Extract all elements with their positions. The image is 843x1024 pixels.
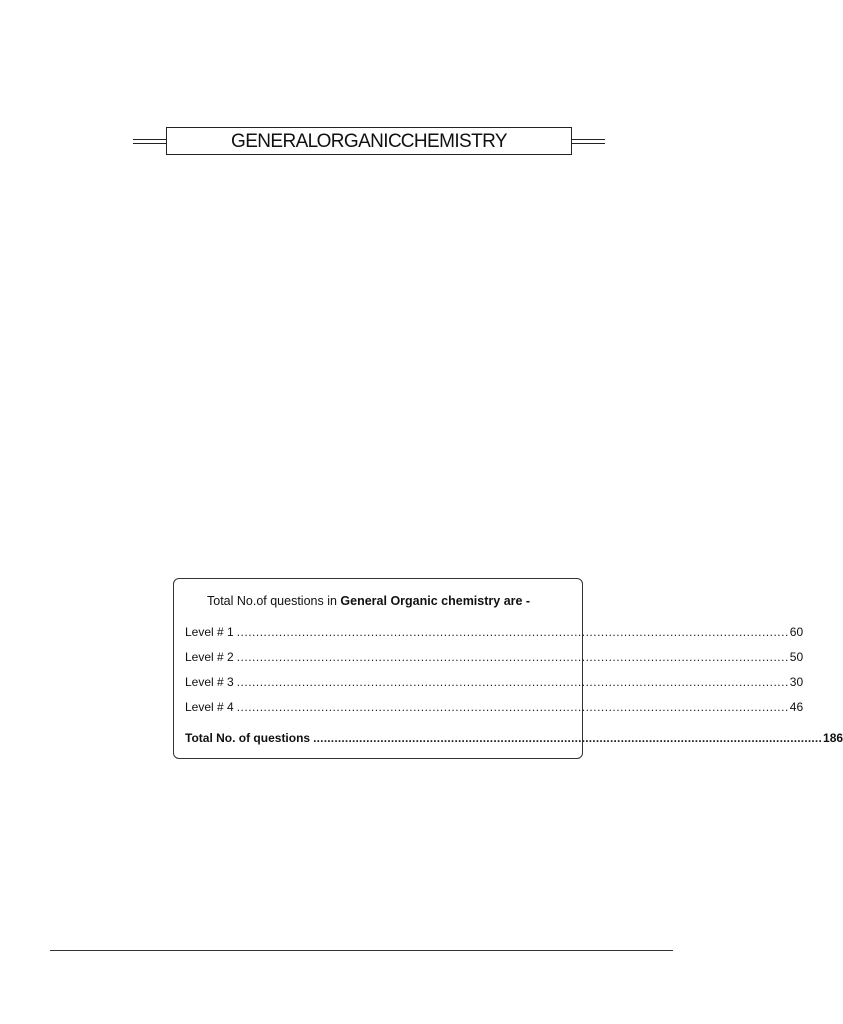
level-label: Level # 4 [185, 700, 234, 714]
level-row-2 [185, 650, 804, 666]
total-count: 186 [823, 731, 843, 745]
level-count: 46 [789, 700, 804, 714]
total-row [185, 731, 843, 747]
dot-leader: ................................................................................................................................................ [236, 700, 789, 714]
title-right-double-rule [571, 139, 605, 144]
title-left-double-rule [133, 139, 167, 144]
question-count-intro [207, 594, 530, 608]
level-label: Level # 2 [185, 650, 234, 664]
question-count-box [173, 578, 843, 759]
chapter-title-banner [133, 127, 605, 157]
chapter-title: GENERAL ORGANIC CHEMISTRY [166, 127, 572, 155]
intro-subject: General Organic chemistry [340, 594, 501, 608]
level-count: 50 [789, 650, 804, 664]
level-label: Level # 1 [185, 625, 234, 639]
dot-leader: ................................................................................................................................................ [236, 625, 789, 639]
intro-suffix: are - [500, 594, 531, 608]
dot-leader: ................................................................................................................................................ [313, 731, 823, 745]
level-row-3 [185, 675, 804, 691]
level-count: 30 [789, 675, 804, 689]
footer-rule [50, 950, 673, 951]
level-count: 60 [789, 625, 804, 639]
dot-leader: ................................................................................................................................................ [236, 650, 789, 664]
total-label: Total No. of questions [185, 731, 311, 745]
level-label: Level # 3 [185, 675, 234, 689]
intro-prefix: Total No.of questions in [207, 594, 341, 608]
dot-leader: ................................................................................................................................................ [236, 675, 789, 689]
level-row-1 [185, 625, 804, 641]
level-row-4 [185, 700, 804, 716]
